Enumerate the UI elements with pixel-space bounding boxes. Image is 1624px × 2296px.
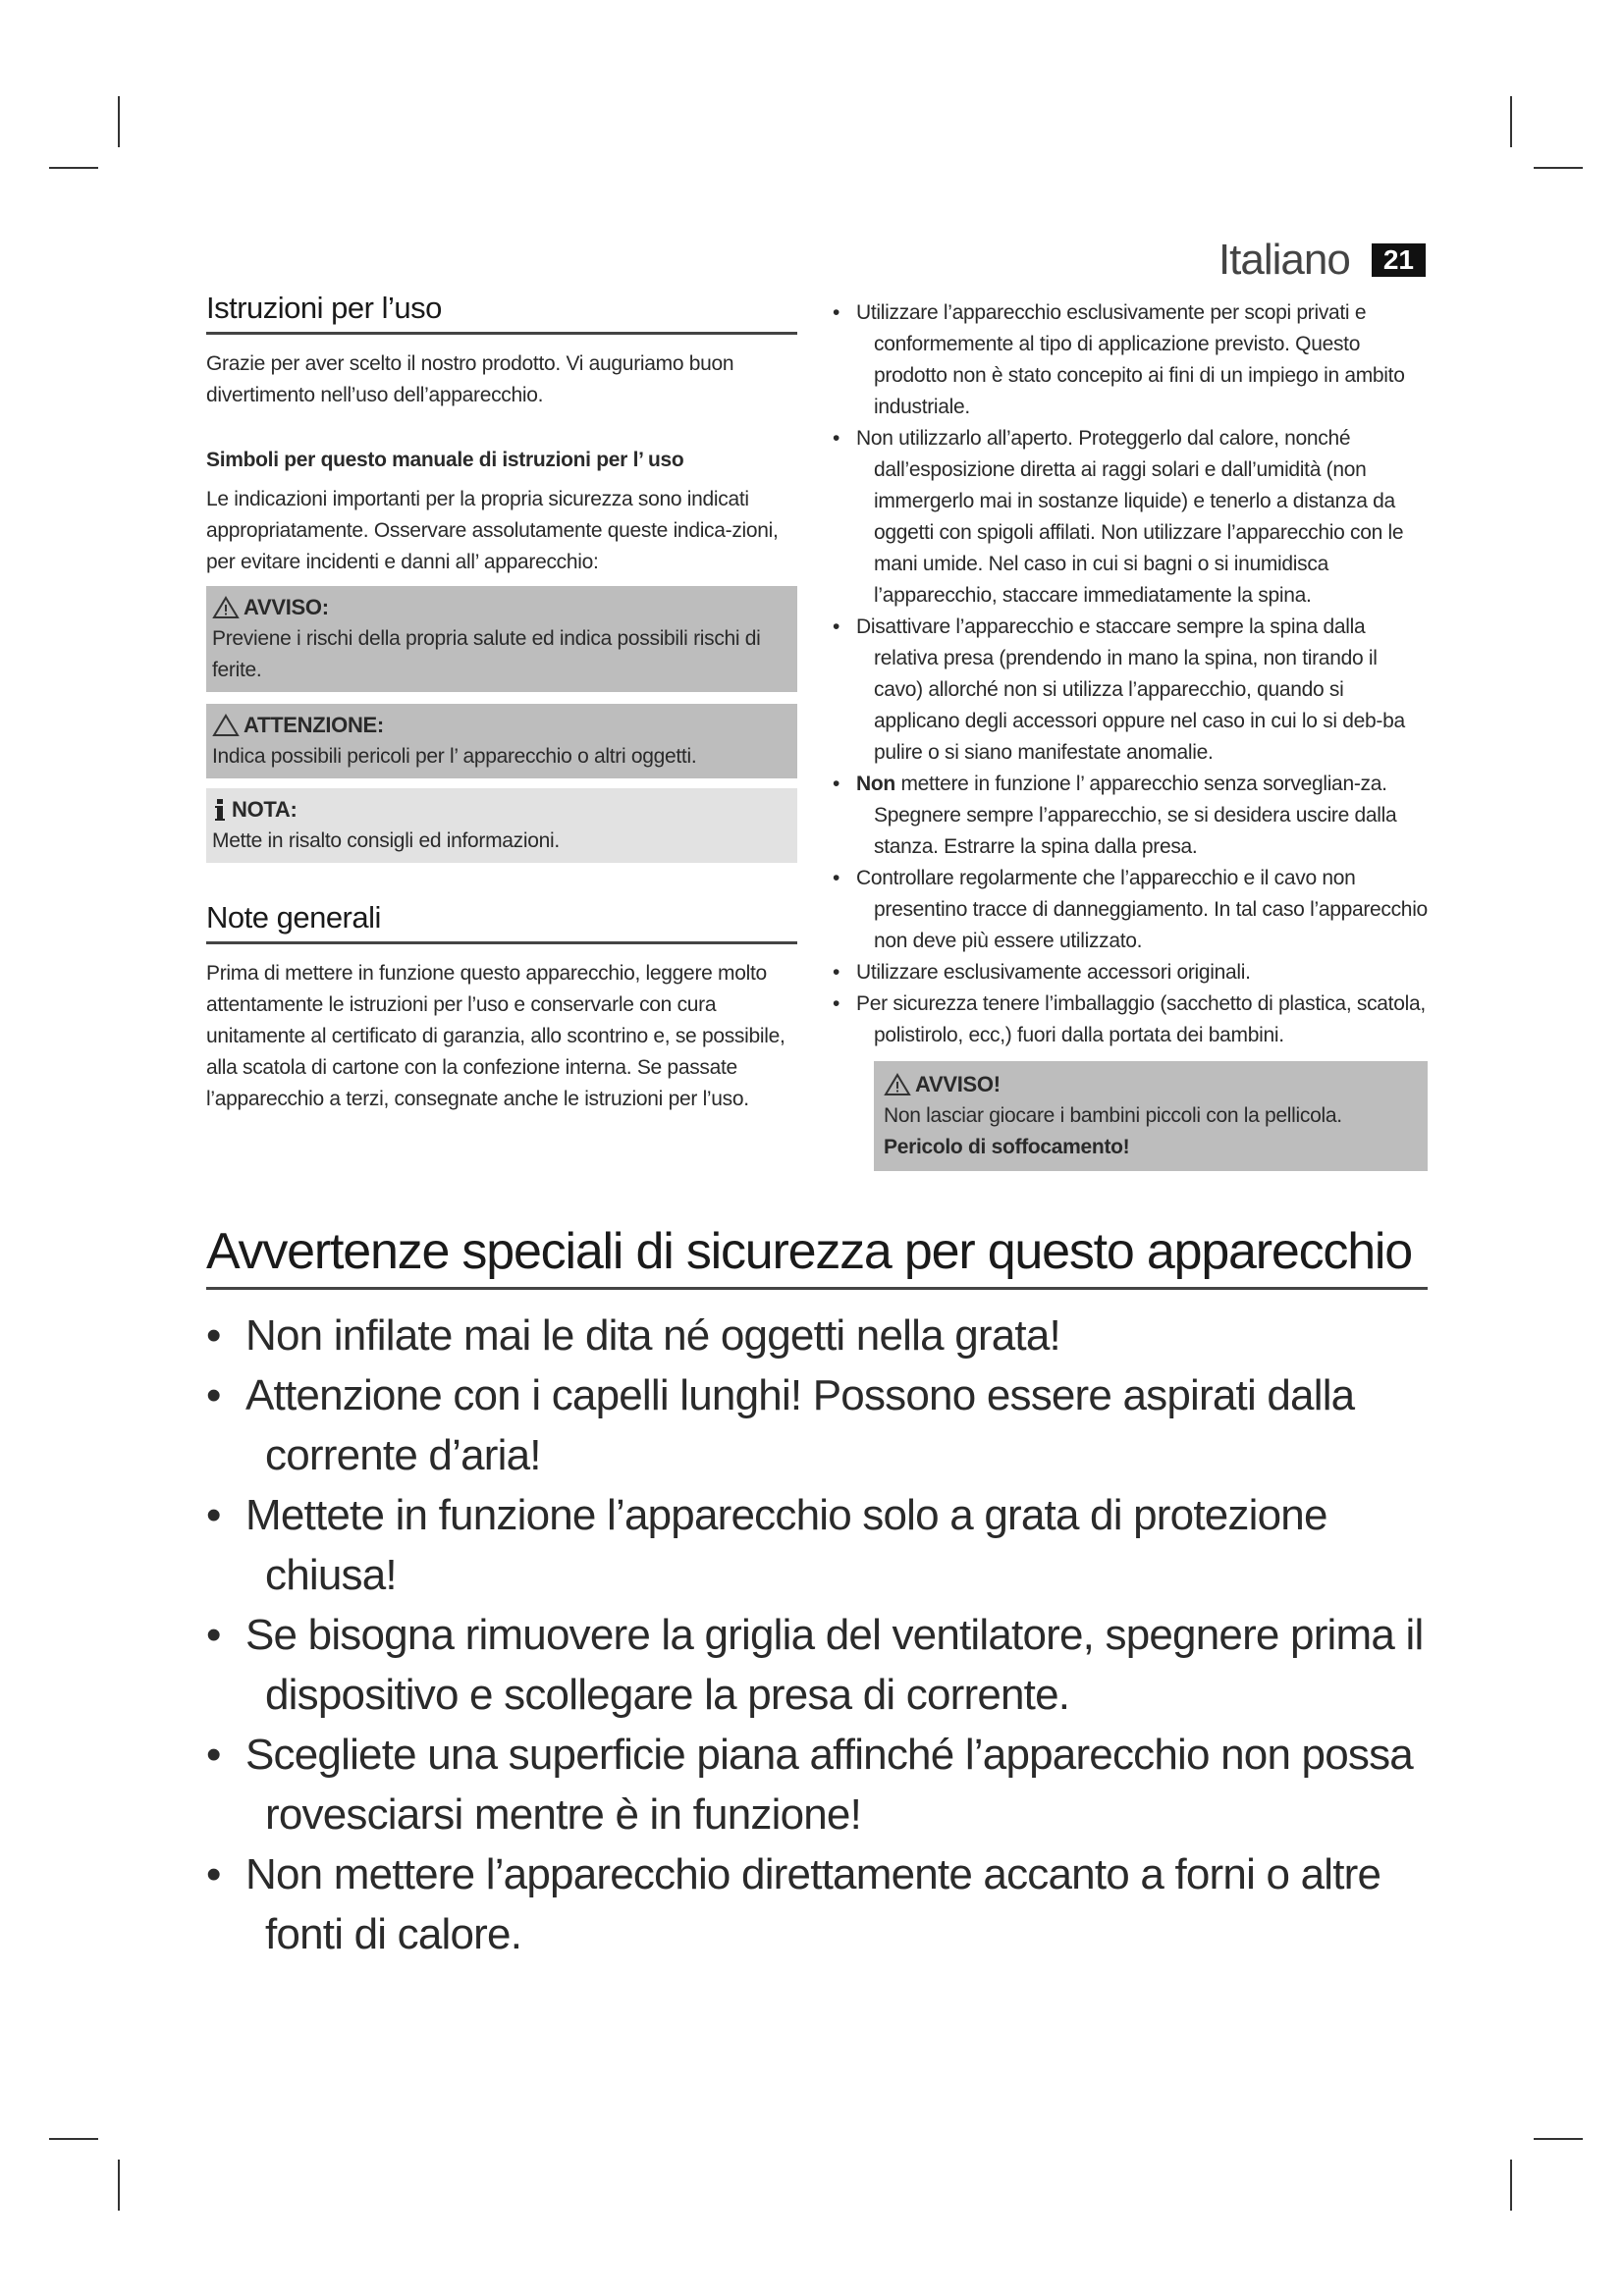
notice-title: AVVISO: (244, 595, 329, 619)
page-number: 21 (1372, 243, 1426, 277)
symbols-heading: Simboli per questo manuale di istruzioni per l’ uso (206, 449, 684, 471)
intro-text: Grazie per aver scelto il nostro prodotto. Vi auguriamo buon divertimento nell’uso dell’apparecchio. (206, 352, 734, 406)
notice-text: Indica possibili pericoli per l’ apparecchio o altri oggetti. (212, 745, 697, 768)
page-header (1218, 236, 1426, 285)
notice-title: NOTA: (232, 797, 298, 822)
list-item (835, 769, 1428, 863)
list-item: • Controllare regolarmente che l’apparecchio e il cavo non presentino tracce di danneggiamento. In tal caso l’apparecchio non deve più essere utilizzato. (835, 863, 1428, 957)
list-item-text: • Non infilate mai le dita né oggetti nella grata! (245, 1311, 1060, 1360)
info-icon (212, 798, 228, 822)
list-item: • Utilizzare l’apparecchio esclusivamente per scopi privati e conformemente al tipo di applicazione previsto. Questo prodotto non è stato concepito ai fini di un impiego in ambito industriale. (835, 297, 1428, 423)
notice-text: Previene i rischi della propria salute ed indica possibili rischi di ferite. (212, 627, 761, 681)
language-label: Italiano (1218, 236, 1350, 284)
crop-mark (118, 2160, 120, 2211)
list-item-text: • Non mettere l’apparecchio direttamente accanto a forni o altre fonti di calore. (245, 1850, 1381, 1958)
section-title: Istruzioni per l’uso (206, 293, 797, 335)
crop-mark (1534, 2138, 1583, 2140)
list-item-text: • Se bisogna rimuovere la griglia del ventilatore, spegnere prima il dispositivo e scollegare la presa di corrente. (245, 1611, 1424, 1719)
suffocation-warning (874, 1061, 1428, 1171)
crop-mark (118, 96, 120, 147)
warning-icon (212, 596, 240, 619)
bold-text: Non (856, 773, 895, 795)
crop-mark (1510, 2160, 1512, 2211)
caution-icon (212, 714, 240, 737)
list-item (206, 1306, 1428, 1365)
info-notice (206, 788, 797, 863)
warning-icon (884, 1073, 911, 1096)
notice-title: AVVISO! (915, 1072, 1001, 1096)
crop-mark (49, 2138, 98, 2140)
notice-title: ATTENZIONE: (244, 713, 384, 737)
notice-emphasis: Pericolo di soffocamento! (884, 1136, 1130, 1158)
list-item: • Per sicurezza tenere l’imballaggio (sacchetto di plastica, scatola, polistirolo, ecc,) fuori dalla portata dei bambini. (835, 988, 1428, 1051)
symbols-text: Le indicazioni importanti per la propria sicurezza sono indicati appropriatamente. Osservare assolutamente queste indica-zioni, per evitare incidenti e danni all’ apparecchio: (206, 488, 779, 573)
list-item-text: • Attenzione con i capelli lunghi! Possono essere aspirati dalla corrente d’aria! (245, 1371, 1355, 1479)
list-item (206, 1485, 1428, 1605)
left-column (206, 293, 797, 1115)
list-item (206, 1365, 1428, 1485)
caution-notice (206, 704, 797, 778)
list-item (206, 1725, 1428, 1844)
notice-text: Non lasciar giocare i bambini piccoli con la pellicola. (884, 1104, 1342, 1127)
crop-mark (1534, 167, 1583, 169)
list-item-text: mettere in funzione l’ apparecchio senza sorveglian-za. Spegnere sempre l’apparecchio, se si desidera uscire dalla stanza. Estrarre la spina dalla presa. (874, 773, 1397, 858)
list-item-text: • Mettete in funzione l’apparecchio solo a grata di protezione chiusa! (245, 1491, 1327, 1599)
crop-mark (1510, 96, 1512, 147)
list-item (206, 1605, 1428, 1725)
right-column (835, 297, 1428, 1171)
crop-mark (49, 167, 98, 169)
general-notes-title: Note generali (206, 902, 797, 944)
special-safety-title: Avvertenze speciali di sicurezza per questo apparecchio (206, 1222, 1428, 1290)
special-safety-section (206, 1222, 1428, 1964)
list-item: • Utilizzare esclusivamente accessori originali. (835, 957, 1428, 988)
list-item (206, 1844, 1428, 1964)
notice-text: Mette in risalto consigli ed informazioni. (212, 829, 560, 852)
list-item: • Disattivare l’apparecchio e staccare sempre la spina dalla relativa presa (prendendo in mano la spina, non tirando il cavo) allorché non si utilizza l’apparecchio, quando si applicano degli accessori oppure nel caso in cui lo si deb-ba pulire o si siano manifestate anomalie. (835, 612, 1428, 769)
list-item-text: • Scegliete una superficie piana affinché l’apparecchio non possa rovesciarsi mentre è in funzione! (245, 1731, 1413, 1839)
general-notes-text: Prima di mettere in funzione questo apparecchio, leggere molto attentamente le istruzioni per l’uso e conservarle con cura unitamente al certificato di garanzia, allo scontrino e, se possibile, alla scatola di cartone con la confezione interna. Se passate l’apparecchio a terzi, consegnate anche le istruzioni per l’uso. (206, 962, 785, 1110)
list-item: • Non utilizzarlo all’aperto. Proteggerlo dal calore, nonché dall’esposizione diretta ai raggi solari e dall’umidità (non immergerlo mai in sostanze liquide) e tenerlo a distanza da oggetti con spigoli affilati. Non utilizzare l’apparecchio con le mani umide. Nel caso in cui si bagni o si inumidisca l’apparecchio, staccare immediatamente la spina. (835, 423, 1428, 612)
warning-notice (206, 586, 797, 692)
